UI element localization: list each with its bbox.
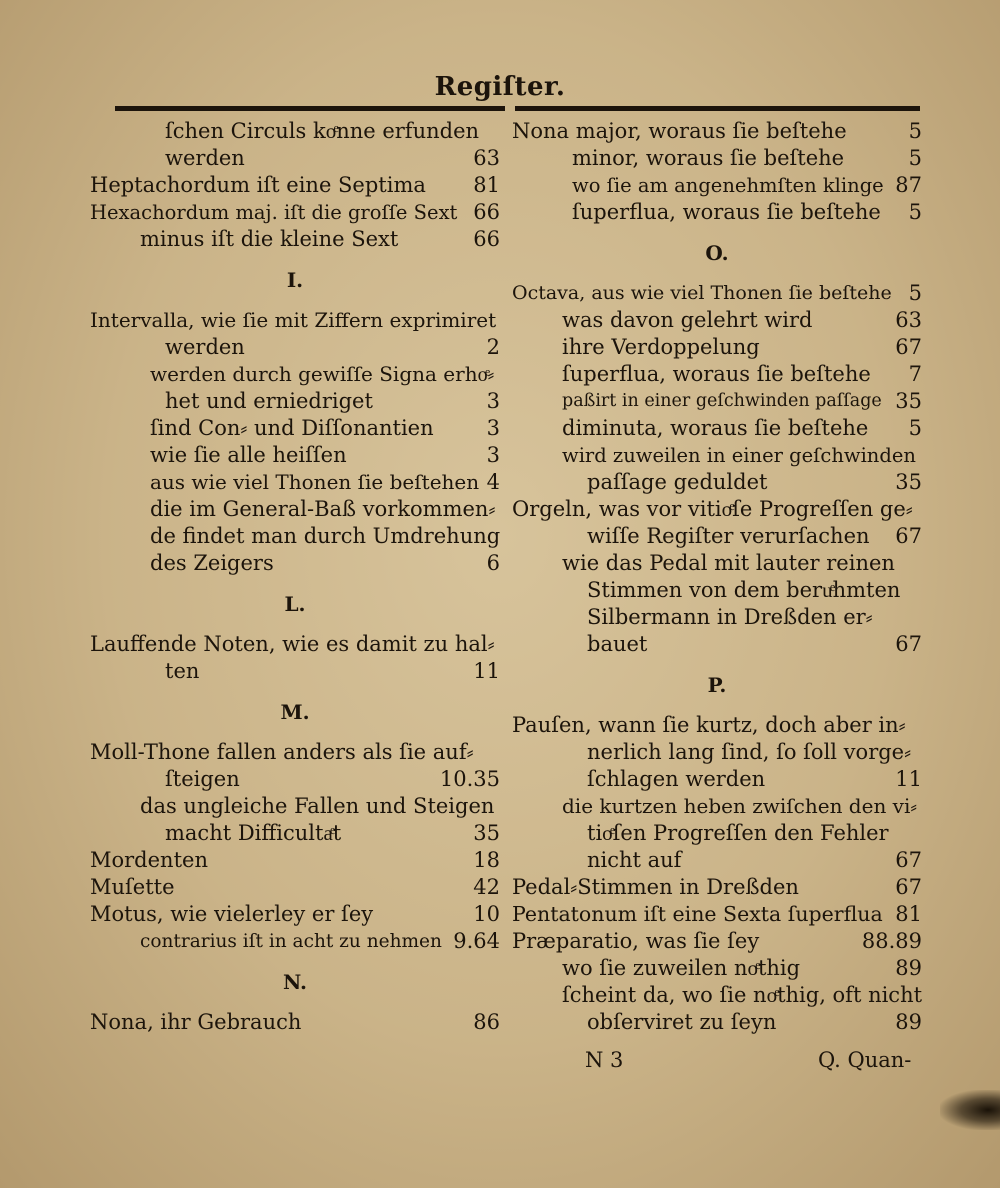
index-entry (90, 307, 500, 334)
index-entry (512, 118, 922, 145)
ink-stain (940, 1090, 1000, 1130)
index-entry (90, 550, 500, 577)
index-entry (512, 766, 922, 793)
entry-text: ſcheint da, wo ſie noͤthig, oft nicht (562, 983, 923, 1007)
page-number: 3 (486, 443, 500, 467)
entry-text: obſerviret zu ſeyn (587, 1010, 777, 1034)
page-number: 5 (908, 416, 922, 440)
index-entry (512, 280, 922, 307)
index-entry (90, 901, 500, 928)
index-entry (90, 820, 500, 847)
index-entry (512, 901, 922, 928)
entry-text: nicht auf (587, 848, 682, 872)
page-number: 11 (473, 659, 500, 683)
entry-text: diminuta, woraus ſie beſtehe (562, 416, 869, 440)
page-number: 5 (908, 146, 922, 170)
index-entry (90, 523, 500, 550)
header-rule-left (115, 106, 505, 111)
section-letter: O. (705, 241, 729, 265)
entry-text: Nona major, woraus ſie beſtehe (512, 119, 847, 143)
page-number: 10 (473, 902, 500, 926)
section-letter: M. (280, 700, 310, 724)
entry-text: Lauffende Noten, wie es damit zu hal⸗ (90, 632, 495, 656)
entry-text: ſind Con⸗ und Diſſonantien (150, 416, 434, 440)
index-entry (90, 928, 500, 955)
page-number: 5 (908, 200, 922, 224)
entry-text: Stimmen von dem beruͤhmten (587, 578, 901, 602)
entry-text: minor, woraus ſie beſtehe (572, 146, 845, 170)
entry-text: Hexachordum maj. iſt die groſſe Sext (90, 201, 458, 224)
page-number: 67 (895, 632, 922, 656)
entry-text: des Zeigers (150, 551, 274, 575)
entry-text: wo ſie zuweilen noͤthig (562, 956, 801, 980)
entry-text: paſſage geduldet (587, 470, 768, 494)
index-entry (512, 631, 922, 658)
page-number: 9.64 (453, 929, 500, 953)
entry-text: Pedal⸗Stimmen in Dreßden (512, 875, 799, 899)
page-number: 3 (486, 416, 500, 440)
index-entry (90, 361, 500, 388)
entry-text: Heptachordum iſt eine Septima (90, 173, 426, 197)
index-entry (90, 1009, 500, 1036)
entry-text: Orgeln, was vor vitioͤſe Progreſſen ge⸗ (512, 497, 913, 521)
entry-text: Præparatio, was ſie ſey (512, 929, 760, 953)
index-entry (90, 199, 500, 226)
index-entry (90, 118, 500, 145)
entry-text: wie ſie alle heiſſen (150, 443, 347, 467)
page-number: 67 (895, 335, 922, 359)
signature-mark: N 3 (585, 1048, 624, 1072)
page-number: 4 (486, 470, 500, 494)
index-column-right (512, 118, 922, 1036)
entry-text: de findet man durch Umdrehung (150, 524, 501, 548)
header-rule-right (515, 106, 920, 111)
entry-text: werden durch gewiſſe Signa erhoͤ⸗ (150, 362, 495, 386)
index-entry (512, 334, 922, 361)
entry-text: werden (165, 146, 245, 170)
entry-text: Intervalla, wie ſie mit Ziffern exprimiret (90, 308, 497, 332)
index-entry (90, 496, 500, 523)
entry-text: ſchlagen werden (587, 767, 766, 791)
index-entry (512, 145, 922, 172)
index-entry (90, 172, 500, 199)
page-number: 3 (486, 389, 500, 413)
section-letter: L. (284, 592, 306, 616)
entry-text: Octava, aus wie viel Thonen ſie beſtehe (512, 282, 892, 304)
index-entry (90, 847, 500, 874)
index-entry (90, 793, 500, 820)
entry-text: was davon gelehrt wird (562, 308, 813, 332)
page-header: Regiſter. (434, 72, 566, 102)
index-entry (512, 388, 922, 415)
section-letter: P. (707, 673, 727, 697)
entry-text: die im General-Baß vorkommen⸗ (150, 497, 496, 521)
entry-text: ſchen Circuls koͤnne erfunden (165, 119, 480, 143)
entry-text: ſuperflua, woraus ſie beſtehe (562, 362, 871, 386)
index-entry (512, 361, 922, 388)
page-number: 88.89 (861, 929, 922, 953)
page-number: 63 (895, 308, 922, 332)
page-number: 7 (908, 362, 922, 386)
entry-text: het und erniedriget (165, 389, 373, 413)
index-entry (512, 712, 922, 739)
page-number: 35 (895, 389, 922, 413)
index-entry (512, 442, 922, 469)
entry-text: Pauſen, wann ſie kurtz, doch aber in⸗ (512, 713, 906, 737)
entry-text: wird zuweilen in einer geſchwinden (562, 444, 916, 467)
page-number: 86 (473, 1010, 500, 1034)
page-number: 35 (473, 821, 500, 845)
entry-text: wie das Pedal mit lauter reinen (562, 551, 895, 575)
index-entry (90, 658, 500, 685)
page-number: 66 (473, 200, 500, 224)
entry-text: paßirt in einer geſchwinden paſſage (562, 391, 882, 411)
entry-text: Pentatonum iſt eine Sexta ſuperflua (512, 902, 883, 926)
index-entry (512, 1009, 922, 1036)
index-entry (512, 496, 922, 523)
entry-text: aus wie viel Thonen ſie beſtehen (150, 470, 480, 494)
page-number: 67 (895, 524, 922, 548)
index-entry (512, 550, 922, 577)
page-number: 42 (473, 875, 500, 899)
entry-text: bauet (587, 632, 648, 656)
index-entry (512, 847, 922, 874)
page-number: 5 (908, 281, 922, 305)
page-number: 81 (895, 902, 922, 926)
section-letter: N. (283, 970, 307, 994)
page-number: 66 (473, 227, 500, 251)
entry-text: ten (165, 659, 200, 683)
index-entry (512, 172, 922, 199)
entry-text: wiſſe Regiſter verurſachen (587, 524, 870, 548)
index-entry (512, 793, 922, 820)
page-number: 6 (486, 551, 500, 575)
index-entry (512, 523, 922, 550)
index-entry (90, 874, 500, 901)
index-entry (512, 874, 922, 901)
page-number: 67 (895, 848, 922, 872)
index-entry (90, 442, 500, 469)
page-number: 5 (908, 119, 922, 143)
entry-text: macht Difficultaͤt (165, 821, 342, 845)
index-column-left (90, 118, 500, 1036)
index-entry (90, 334, 500, 361)
page-number: 87 (895, 173, 922, 197)
page-number: 67 (895, 875, 922, 899)
index-entry (90, 766, 500, 793)
page-number: 10.35 (439, 767, 500, 791)
index-entry (512, 820, 922, 847)
index-entry (512, 577, 922, 604)
entry-text: nerlich lang ſind, ſo ſoll vorge⸗ (587, 740, 912, 764)
entry-text: Nona, ihr Gebrauch (90, 1010, 302, 1034)
entry-text: das ungleiche Fallen und Steigen (140, 794, 495, 818)
page-number: 18 (473, 848, 500, 872)
index-entry (512, 928, 922, 955)
entry-text: tioͤſen Progreſſen den Fehler (587, 821, 889, 845)
index-entry (512, 982, 922, 1009)
entry-text: wo ſie am angenehmſten klinge (572, 174, 884, 197)
index-entry (512, 955, 922, 982)
entry-text: ſteigen (165, 767, 240, 791)
index-entry (90, 415, 500, 442)
index-entry (90, 739, 500, 766)
entry-text: contrarius iſt in acht zu nehmen (140, 931, 442, 952)
index-entry (512, 307, 922, 334)
page-number: 63 (473, 146, 500, 170)
entry-text: Muſette (90, 875, 175, 899)
page-number: 81 (473, 173, 500, 197)
entry-text: ihre Verdoppelung (562, 335, 760, 359)
section-letter: I. (286, 268, 304, 292)
page-number: 11 (895, 767, 922, 791)
entry-text: ſuperflua, woraus ſie beſtehe (572, 200, 881, 224)
page-number: 35 (895, 470, 922, 494)
page-number: 2 (486, 335, 500, 359)
index-entry (512, 604, 922, 631)
entry-text: Silbermann in Dreßden er⸗ (587, 605, 873, 629)
index-entry (90, 145, 500, 172)
entry-text: Mordenten (90, 848, 208, 872)
index-entry (512, 469, 922, 496)
entry-text: die kurtzen heben zwiſchen den vi⸗ (562, 794, 918, 818)
index-entry (90, 388, 500, 415)
index-entry (90, 469, 500, 496)
index-entry (512, 739, 922, 766)
entry-text: Moll-Thone fallen anders als ſie auf⸗ (90, 740, 474, 764)
page-number: 89 (895, 1010, 922, 1034)
index-entry (90, 226, 500, 253)
entry-text: minus iſt die kleine Sext (140, 227, 399, 251)
index-entry (512, 415, 922, 442)
catchword: Q. Quan- (818, 1048, 912, 1072)
index-entry (90, 631, 500, 658)
index-entry (512, 199, 922, 226)
entry-text: werden (165, 335, 245, 359)
page-number: 89 (895, 956, 922, 980)
entry-text: Motus, wie vielerley er ſey (90, 902, 374, 926)
